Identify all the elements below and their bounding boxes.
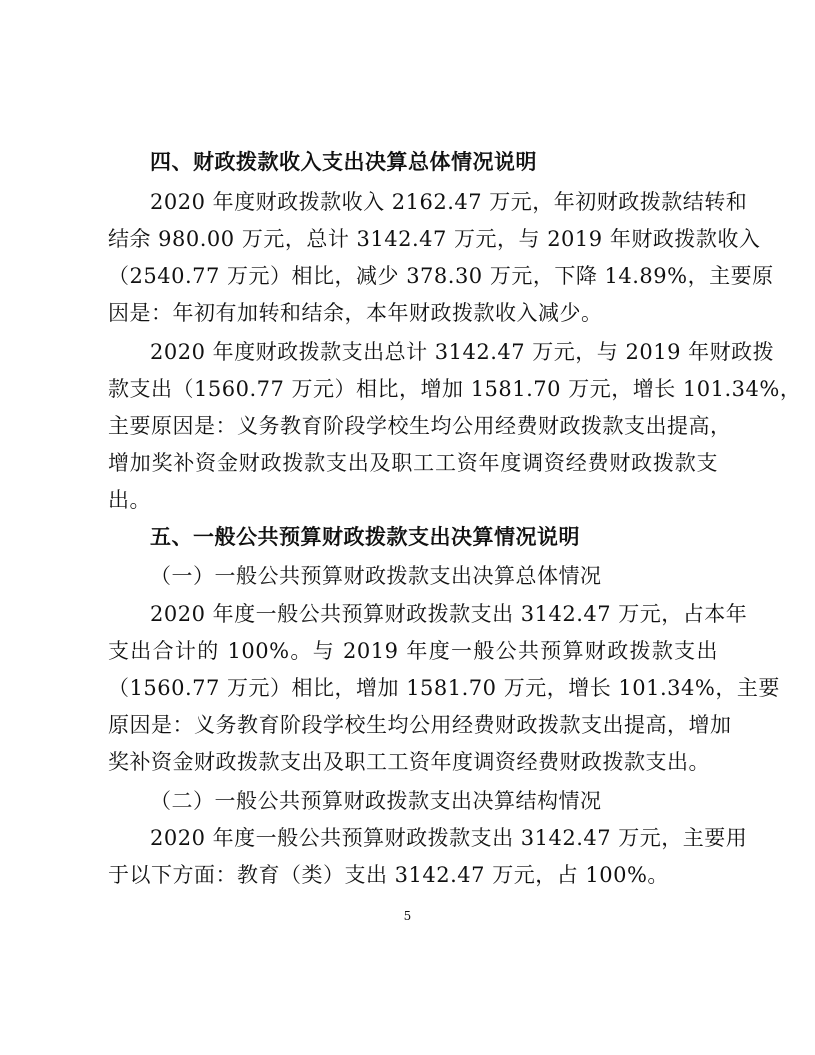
- section-4-para-2-line-3: 主要原因是：义务教育阶段学校生均公用经费财政拨款支出提高，: [108, 414, 732, 438]
- section-5-sub-2-line-1: 2020 年度一般公共预算财政拨款支出 3142.47 万元，主要用: [150, 826, 748, 850]
- section-5-sub-1-line-3: （1560.77 万元）相比，增加 1581.70 万元，增长 101.34%，主要: [108, 676, 780, 700]
- section-4-para-1-line-1: 2020 年度财政拨款收入 2162.47 万元，年初财政拨款结转和: [150, 190, 748, 214]
- section-5-sub-1-line-4: 原因是：义务教育阶段学校生均公用经费财政拨款支出提高，增加: [108, 713, 732, 737]
- section-4-para-2-line-5: 出。: [108, 488, 151, 512]
- section-5-sub-2-heading: （二）一般公共预算财政拨款支出决算结构情况: [150, 789, 602, 813]
- section-4-para-1-line-2: 结余 980.00 万元，总计 3142.47 万元，与 2019 年财政拨款收入: [108, 227, 761, 251]
- section-4-para-2-line-2: 款支出（1560.77 万元）相比，增加 1581.70 万元，增长 101.34%，: [108, 377, 802, 401]
- section-5-sub-1-heading: （一）一般公共预算财政拨款支出决算总体情况: [150, 564, 602, 588]
- section-5-heading: 五、一般公共预算财政拨款支出决算情况说明: [150, 525, 580, 549]
- section-5-sub-1-line-5: 奖补资金财政拨款支出及职工工资年度调资经费财政拨款支出。: [108, 750, 710, 774]
- page-number: 5: [403, 909, 412, 923]
- section-5-sub-2-line-2: 于以下方面：教育（类）支出 3142.47 万元，占 100%。: [108, 863, 669, 887]
- section-4-para-2-line-1: 2020 年度财政拨款支出总计 3142.47 万元，与 2019 年财政拨: [150, 340, 775, 364]
- section-4-para-1-line-4: 因是：年初有加转和结余，本年财政拨款收入减少。: [108, 301, 603, 325]
- section-5-sub-1-line-2: 支出合计的 100%。与 2019 年度一般公共预算财政拨款支出: [108, 639, 718, 663]
- section-4-heading: 四、财政拨款收入支出决算总体情况说明: [150, 150, 537, 174]
- section-4-para-1-line-3: （2540.77 万元）相比，减少 378.30 万元，下降 14.89%，主要原: [108, 264, 774, 288]
- section-5-sub-1-line-1: 2020 年度一般公共预算财政拨款支出 3142.47 万元，占本年: [150, 602, 748, 626]
- section-4-para-2-line-4: 增加奖补资金财政拨款支出及职工工资年度调资经费财政拨款支: [108, 451, 718, 475]
